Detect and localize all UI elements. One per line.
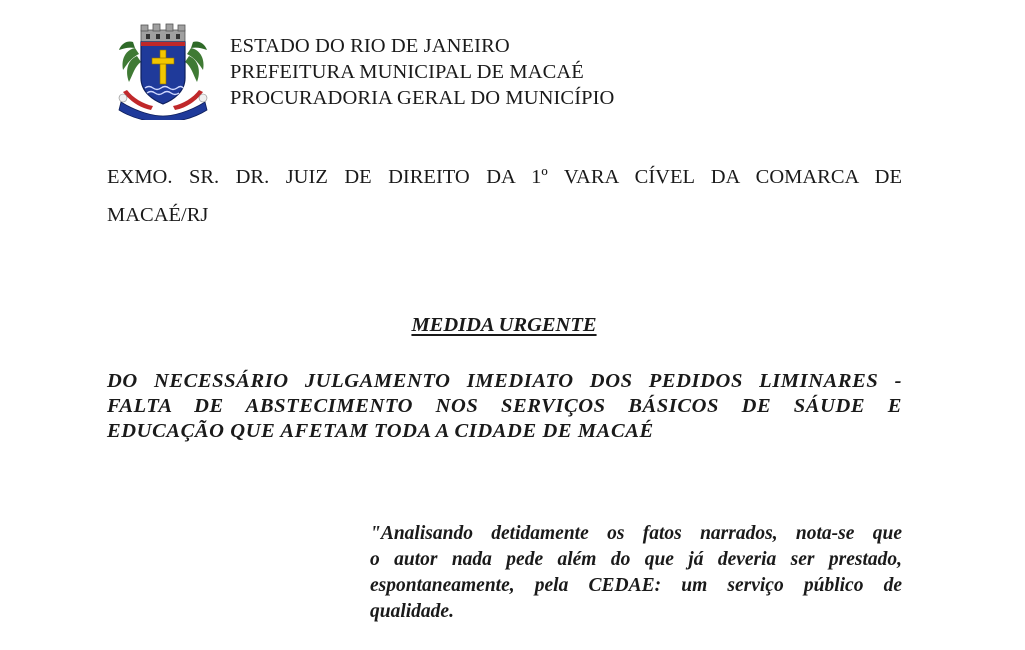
letterhead bbox=[230, 33, 614, 111]
palm-left-icon bbox=[119, 41, 141, 82]
section-title: MEDIDA URGENTE bbox=[411, 314, 597, 336]
motto-ribbon-icon bbox=[119, 102, 207, 120]
quote-line-1: "Analisando detidamente os fatos narrados, nota-se que bbox=[370, 523, 902, 544]
letterhead-procuracy: PROCURADORIA GERAL DO MUNICÍPIO bbox=[230, 87, 615, 109]
municipal-coat-of-arms-icon bbox=[113, 20, 213, 120]
quote-line-4: qualidade. bbox=[370, 601, 454, 622]
epigraph-quote bbox=[370, 521, 902, 625]
addressee bbox=[107, 158, 902, 234]
letterhead-prefecture: PREFEITURA MUNICIPAL DE MACAÉ bbox=[230, 61, 584, 83]
shield-icon bbox=[141, 42, 185, 104]
quote-line-3: espontaneamente, pela CEDAE: um serviço público de bbox=[370, 575, 902, 596]
subject-heading bbox=[107, 369, 902, 444]
subject-line-3: EDUCAÇÃO QUE AFETAM TODA A CIDADE DE MACAÉ bbox=[107, 420, 654, 442]
letterhead-state: ESTADO DO RIO DE JANEIRO bbox=[230, 35, 510, 57]
addressee-line-2: MACAÉ/RJ bbox=[107, 204, 209, 226]
addressee-line-1: EXMO. SR. DR. JUIZ DE DIREITO DA 1º VARA CÍVEL DA COMARCA DE bbox=[107, 166, 902, 188]
palm-right-icon bbox=[185, 41, 207, 82]
subject-line-1: DO NECESSÁRIO JULGAMENTO IMEDIATO DOS PEDIDOS LIMINARES - bbox=[107, 370, 902, 392]
mural-crown-icon bbox=[141, 24, 185, 42]
subject-line-2: FALTA DE ABSTECIMENTO NOS SERVIÇOS BÁSICOS DE SÁUDE E bbox=[107, 395, 902, 417]
quote-line-2: o autor nada pede além do que já deveria ser prestado, bbox=[370, 549, 902, 570]
